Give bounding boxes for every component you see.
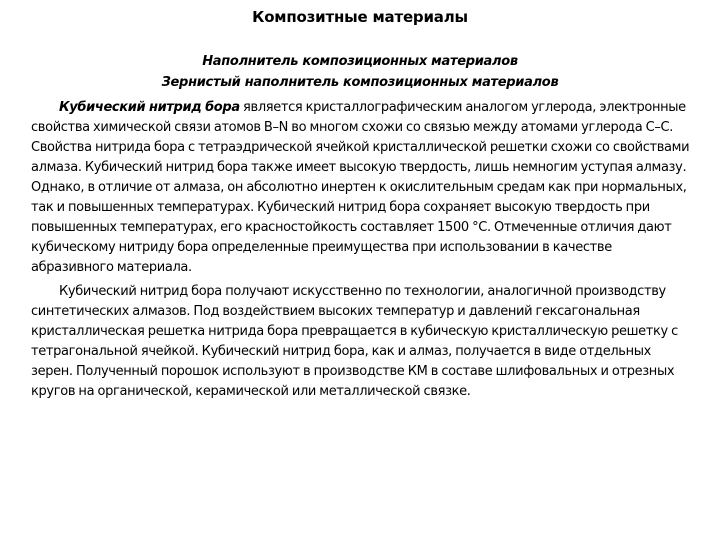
paragraph-production [31,282,691,402]
paragraph-lead-term: Кубический нитрид бора [59,100,240,115]
body-text [31,98,691,406]
paragraph-text: является кристаллографическим аналогом углерода, электронные свойства химической связи атомов B–N во многом схожи со связью между атомами углерода C–C. Свойства нитрида бора с тетраэдрической ячейкой кристаллической решетки схожи со свойствами алмаза. Кубический нитрид бора также имеет высокую твердость, лишь немногим уступая алмазу. Однако, в отличие от алмаза, он абсолютно инертен к окислительным средам как при нормальных, так и повышенных температурах. Кубический нитрид бора сохраняет высокую твердость при повышенных температурах, его красностойкость составляет 1500 °С. Отмеченные отличия дают кубическому нитриду бора определенные преимущества при использовании в качестве абразивного материала. [31,100,690,275]
paragraph-properties [31,98,691,278]
paragraph-text: Кубический нитрид бора получают искусственно по технологии, аналогичной производству синтетических алмазов. Под воздействием высоких температур и давлений гексагональная кристаллическая решетка нитрида бора превращается в кубическую кристаллическую решетку с тетрагональной ячейкой. Кубический нитрид бора, как и алмаз, получается в виде отдельных зерен. Полученный порошок используют в производстве КМ в составе шлифовальных и отрезных кругов на органической, керамической или металлической связке. [31,284,678,399]
subtitle-filler: Наполнитель композиционных материалов [202,54,518,69]
subtitle-granular-filler: Зернистый наполнитель композиционных материалов [161,75,559,90]
slide-title: Композитные материалы [252,8,468,26]
